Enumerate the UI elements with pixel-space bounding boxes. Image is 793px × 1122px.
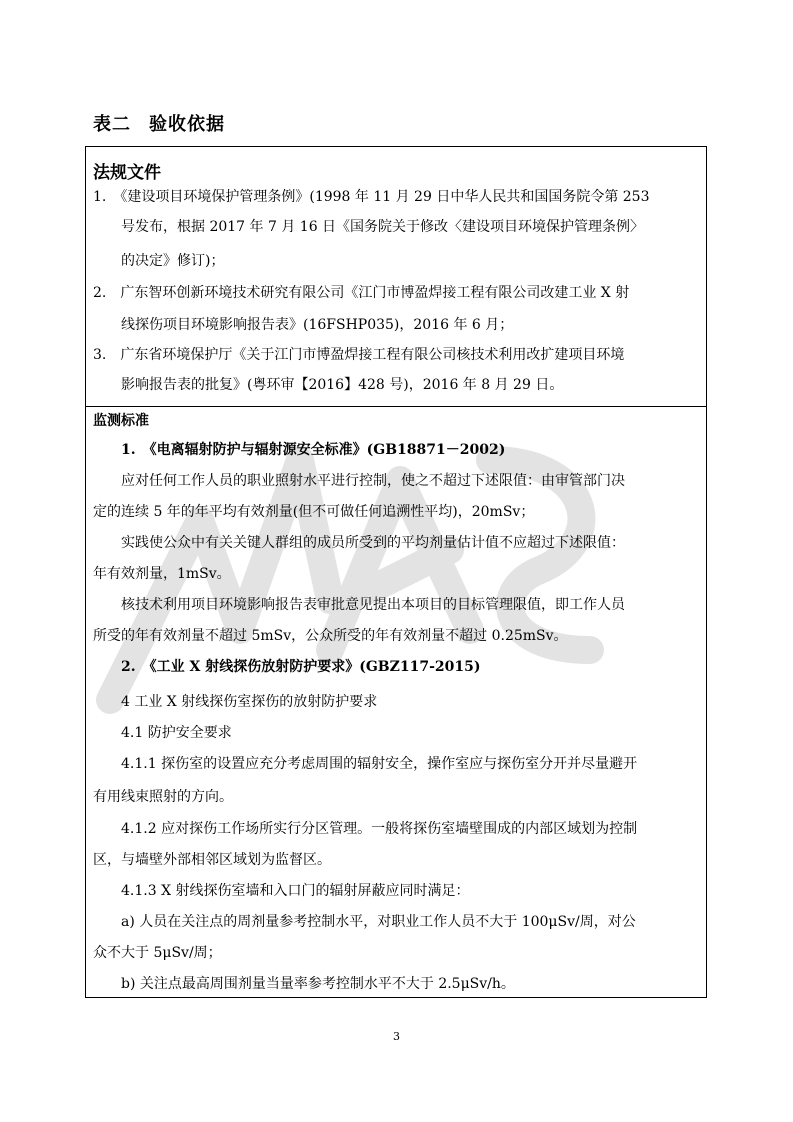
standard-line: 实践使公众中有关关键人群组的成员所受到的平均剂量估计值不应超过下述限值：: [121, 535, 625, 551]
standard-line: 4 工业 X 射线探伤室探伤的放射防护要求: [121, 694, 378, 710]
section-heading-standards: 监测标准: [93, 413, 149, 429]
regulation-line: 号发布，根据 2017 年 7 月 16 日《国务院关于修改〈建设项目环境保护管理条例〉: [121, 219, 645, 235]
regulation-line: 1. 《建设项目环境保护管理条例》(1998 年 11 月 29 日中华人民共和国国务院令第 253: [93, 189, 650, 205]
standard-line: 有用线束照射的方向。: [93, 789, 233, 805]
regulation-line: 2. 广东智环创新环境技术研究有限公司《江门市博盈焊接工程有限公司改建工业 X 射: [93, 285, 630, 301]
section-heading-regulations: 法规文件: [93, 163, 161, 183]
standard-line: 4.1.3 X 射线探伤室墙和入口门的辐射屏蔽应同时满足：: [121, 883, 470, 899]
standard-line: a) 人员在关注点的周剂量参考控制水平，对职业工作人员不大于 100μSv/周，对公: [121, 914, 636, 930]
standard-line: 所受的年有效剂量不超过 5mSv，公众所受的年有效剂量不超过 0.25mSv。: [93, 628, 568, 644]
regulation-line: 线探伤项目环境影响报告表》(16FSHP035)，2016 年 6 月；: [121, 317, 514, 333]
regulation-line: 的决定》修订)；: [121, 253, 225, 269]
standard-title: 2. 《工业 X 射线探伤放射防护要求》(GBZ117-2015): [121, 659, 481, 675]
standard-line: 核技术利用项目环境影响报告表审批意见提出本项目的目标管理限值，即工作人员: [121, 597, 625, 613]
standard-line: 4.1.2 应对探伤工作场所实行分区管理。一般将探伤室墙壁围成的内部区域划为控制: [121, 821, 638, 837]
table-heading: 验收依据: [149, 114, 225, 135]
standard-title: 1. 《电离辐射防护与辐射源安全标准》(GB18871－2002): [121, 442, 506, 458]
standard-line: 4.1.1 探伤室的设置应充分考虑周围的辐射安全，操作室应与探伤室分开并尽量避开: [121, 756, 638, 772]
table-title: [93, 110, 225, 136]
standard-line: 年有效剂量，1mSv。: [93, 566, 231, 582]
page-number: 3: [393, 1030, 400, 1043]
regulation-line: 影响报告表的批复》(粤环审【2016】428 号)，2016 年 8 月 29 日。: [121, 377, 564, 393]
table-number: 表二: [93, 114, 131, 135]
standard-line: 众不大于 5μSv/周；: [93, 945, 222, 961]
standard-line: 应对任何工作人员的职业照射水平进行控制，使之不超过下述限值：由审管部门决: [121, 473, 625, 489]
standard-line: 区，与墙壁外部相邻区域划为监督区。: [93, 852, 331, 868]
standard-line: 定的连续 5 年的年平均有效剂量(但不可做任何追溯性平均)，20mSv；: [93, 504, 535, 520]
standard-line: b) 关注点最高周围剂量当量率参考控制水平不大于 2.5μSv/h。: [121, 976, 515, 992]
standard-line: 4.1 防护安全要求: [121, 725, 232, 741]
regulation-line: 3. 广东省环境保护厅《关于江门市博盈焊接工程有限公司核技术利用改扩建项目环境: [93, 347, 625, 363]
